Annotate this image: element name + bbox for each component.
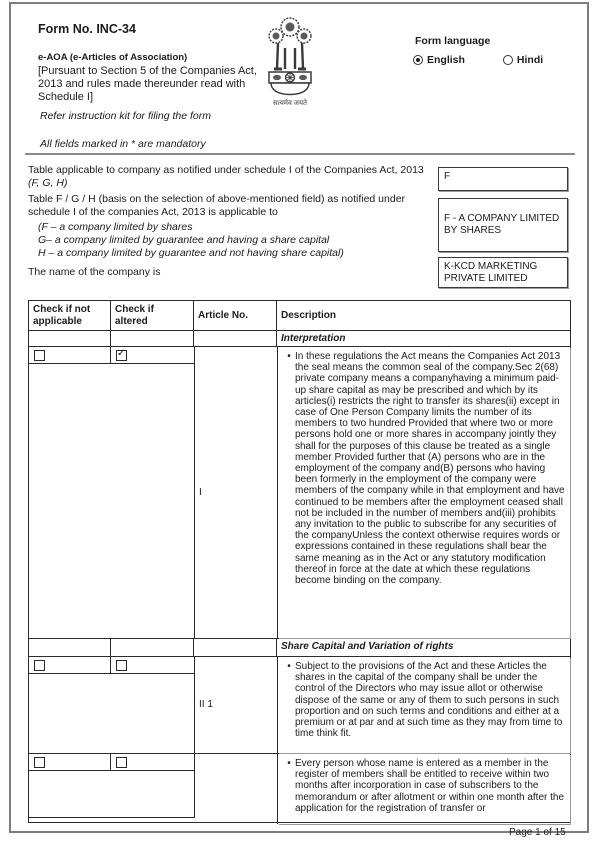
bullet-icon: • xyxy=(287,661,291,672)
checkbox-not-applicable[interactable] xyxy=(34,660,45,671)
article-description: Every person whose name is entered as a member in the register of members shall be entitled to receive within two months after incorporation in case of subscribers to the memorandum or after allotment or within one month after the application for the registration of transfer or xyxy=(295,758,565,814)
table-options-text xyxy=(38,221,438,259)
radio-hindi-label: Hindi xyxy=(516,54,544,66)
check-mark: ✓ xyxy=(117,348,126,359)
checkbox-subrow xyxy=(29,347,194,364)
header-description: Description xyxy=(281,309,337,321)
radio-option-hindi[interactable] xyxy=(503,54,543,66)
mandatory-note: All fields marked in * are mandatory xyxy=(40,138,206,150)
bullet-icon: • xyxy=(287,758,291,769)
checkbox-cell xyxy=(29,347,111,363)
radio-english-icon[interactable] xyxy=(413,55,423,65)
header-check-not-applicable: Check if not applicable xyxy=(29,301,111,330)
description-cell xyxy=(278,754,570,824)
form-subtitle: e-AOA (e-Articles of Association) xyxy=(38,52,188,63)
checkbox-altered[interactable] xyxy=(116,660,127,671)
empty-cell xyxy=(194,331,277,346)
empty-cell xyxy=(29,331,111,346)
description-cell xyxy=(278,347,570,638)
option-g-text: G– a company limited by guarantee and having a share capital xyxy=(38,233,330,246)
checkbox-altered[interactable] xyxy=(116,757,127,768)
article-row-3 xyxy=(29,754,570,824)
header-divider xyxy=(25,153,575,155)
table-header-row xyxy=(29,301,570,331)
checkbox-altered[interactable] xyxy=(116,350,127,361)
india-national-emblem xyxy=(261,10,319,113)
radio-hindi-icon[interactable] xyxy=(503,55,513,65)
option-f-text: (F – a company limited by shares xyxy=(38,221,193,233)
table-applicable-field[interactable]: F xyxy=(438,167,568,191)
description-item xyxy=(283,756,566,814)
form-language-options xyxy=(413,54,543,66)
bullet-icon: • xyxy=(287,351,291,362)
radio-english-label: English xyxy=(427,54,465,66)
empty-cell xyxy=(194,639,277,656)
company-name-label: The name of the company is xyxy=(28,266,161,278)
check-columns xyxy=(29,754,195,818)
article-number: II 1 xyxy=(195,657,278,753)
description-item xyxy=(283,349,566,586)
empty-cell xyxy=(111,639,194,656)
section-title: Share Capital and Variation of rights xyxy=(281,641,454,652)
section-title: Interpretation xyxy=(281,333,346,344)
section-row-interpretation xyxy=(29,331,570,347)
form-language-label: Form language xyxy=(415,35,491,47)
article-description: In these regulations the Act means the Companies Act 2013 the seal means the common seal of the company.Sec 2(68) private company means a companyhaving a minimum paid-up share capital as may be prescribed and which by its articles(i) restricts the right to transfer its shares(ii) except in case of One Person Company limits the number of its members to two hundred Provided that where two or more persons hold one or more shares in accompany jointly they shall for the purposes of this clause be treated as a single member Provided further that (A) persons who are in the employment of the company and(B) persons who having been formerly in the employment of the company were members of the company while in that employment and have continued to be members after the employment ceased shall not be included in the number of members and(iii) prohibits any invitation to the public to subscribe for any securities of the companyUnless the context otherwise requires words or expressions contained in these regulations shall bear the same meaning as in the Act or any statutory modification thereof in force at the date at which these regulations become binding on the company. xyxy=(295,351,565,587)
description-item xyxy=(283,659,566,739)
applicable-to-value: F - A COMPANY LIMITED BY SHARES xyxy=(444,213,560,236)
article-description: Subject to the provisions of the Act and these Articles the shares in the capital of the company shall be under the control of the Directors who may issue allot or otherwise dispose of the same or any of them to such persons in such proportion and on such terms and conditions and either at a premium or at par and at such time as they may from time to time think fit. xyxy=(295,661,563,740)
check-columns xyxy=(29,347,195,638)
checkbox-cell xyxy=(111,754,194,770)
header-check-altered: Check if altered xyxy=(111,301,194,330)
section-row-share-capital xyxy=(29,639,570,657)
checkbox-cell xyxy=(29,754,111,770)
article-number xyxy=(195,754,278,824)
page-number: Page 1 of 15 xyxy=(509,827,566,838)
article-row-1 xyxy=(29,347,570,639)
checkbox-cell xyxy=(29,657,111,673)
checkbox-subrow xyxy=(29,754,194,771)
check-columns xyxy=(29,657,195,753)
company-name-field[interactable]: K-KCD MARKETING PRIVATE LIMITED xyxy=(438,257,568,288)
empty-cell xyxy=(29,639,111,656)
empty-cell xyxy=(111,331,194,346)
description-cell xyxy=(278,657,570,753)
table-applicable-line: Table applicable to company as notified under schedule I of the Companies Act, 2013 xyxy=(28,164,424,176)
checkbox-not-applicable[interactable] xyxy=(34,350,45,361)
applicable-to-field[interactable] xyxy=(438,198,568,252)
header-article-no: Article No. xyxy=(194,301,277,330)
checkbox-subrow xyxy=(29,657,194,674)
article-number: I xyxy=(195,347,278,638)
table-fgh-text: Table F / G / H (basis on the selection of above-mentioned field) as notified under schedule I of the companies Act, 2013 is applicable to xyxy=(28,193,406,218)
checkbox-cell xyxy=(111,657,194,673)
option-h-text: H – a company limited by guarantee and not having share capital) xyxy=(38,246,344,259)
articles-table xyxy=(28,300,571,823)
instruction-note: Refer instruction kit for filing the form xyxy=(40,110,211,122)
table-applicable-text xyxy=(28,164,440,189)
table-applicable-codes: (F, G, H) xyxy=(28,176,68,189)
article-row-2 xyxy=(29,657,570,754)
checkbox-cell xyxy=(111,347,194,363)
pursuant-text: [Pursuant to Section 5 of the Companies Act, 2013 and rules made thereunder read with Schedule I] xyxy=(38,65,257,103)
lion-capital-icon xyxy=(261,10,319,108)
radio-option-english[interactable] xyxy=(413,54,465,66)
checkbox-not-applicable[interactable] xyxy=(34,757,45,768)
emblem-motto: सत्यमेव जयते xyxy=(272,100,308,107)
form-title: Form No. INC-34 xyxy=(38,22,136,36)
